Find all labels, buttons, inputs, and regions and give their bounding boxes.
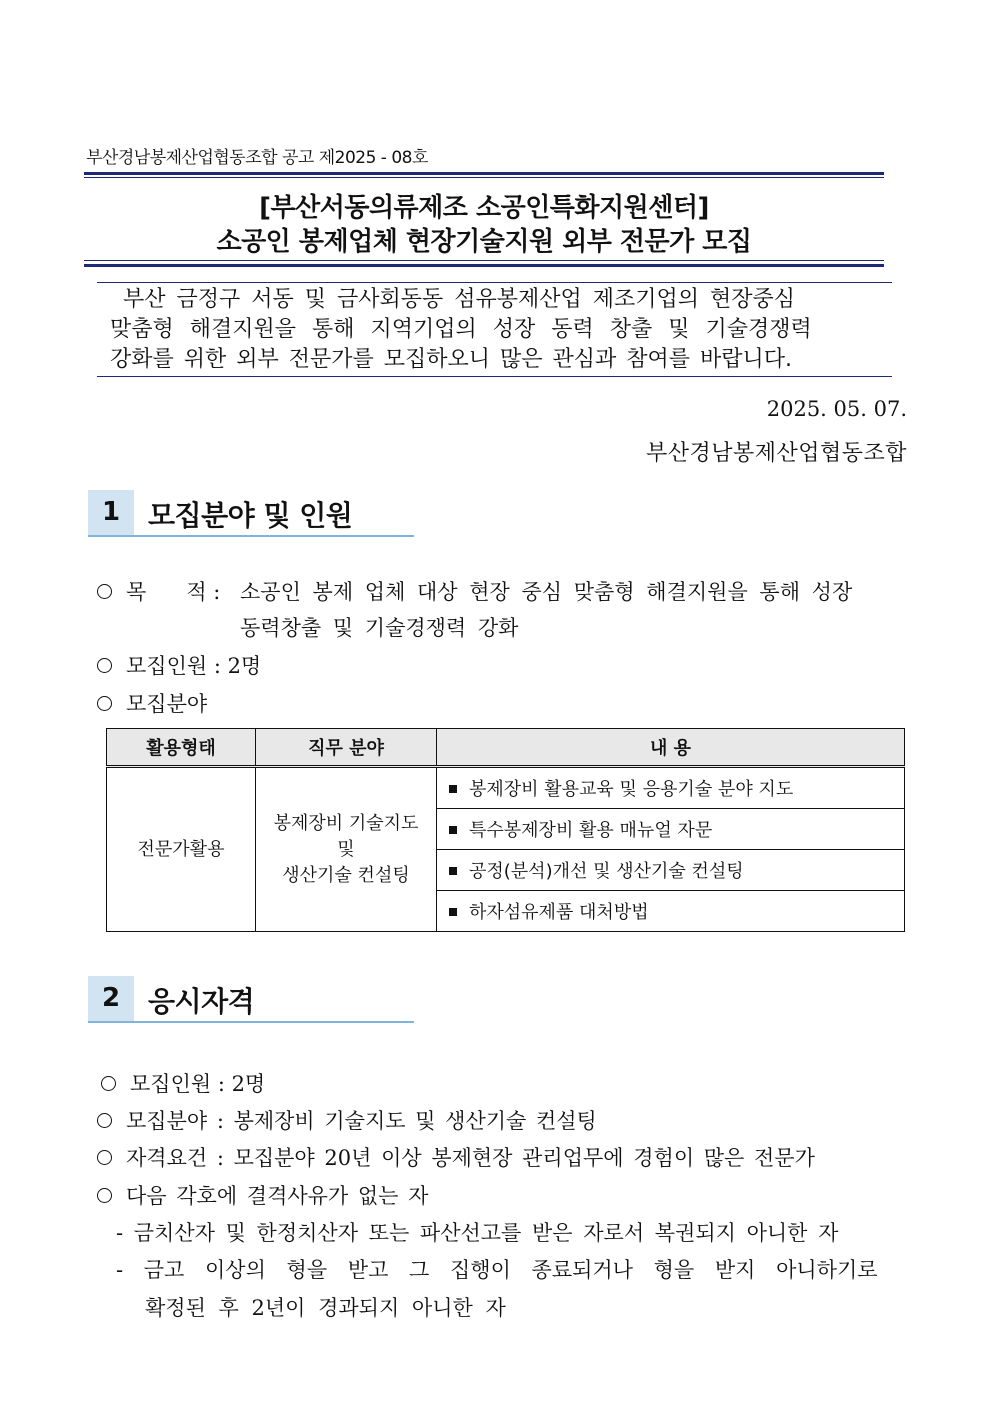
recruitment-field-table [106, 728, 905, 932]
qualification-text: 다음 각호에 결격사유가 없는 자 [126, 1184, 429, 1208]
title-line-1: [부산서동의류제조 소공인특화지원센터] [259, 193, 709, 223]
content-item [437, 891, 905, 932]
field-item [97, 688, 207, 718]
section-2-heading [88, 976, 414, 1023]
qualification-item [101, 1068, 265, 1098]
circle-bullet-icon [97, 584, 112, 599]
section-title: 모집분야 및 인원 [148, 499, 353, 532]
qualification-item [97, 1142, 815, 1172]
section-underline [88, 1021, 414, 1023]
content-item-text: 특수봉제장비 활용 매뉴얼 자문 [469, 820, 713, 841]
purpose-text-line-1: 소공인 봉제 업체 대상 현장 중심 맞춤형 해결지원을 통해 성장 [240, 580, 853, 604]
circle-bullet-icon [101, 1076, 116, 1091]
disqualification-item-2-line-1: - 금고 이상의 형을 받고 그 집행이 종료되거나 형을 받지 아니하기로 [116, 1258, 878, 1282]
square-bullet-icon [449, 908, 457, 916]
field-label: 모집분야 [126, 692, 208, 716]
qualification-text: 모집분야 : 봉제장비 기술지도 및 생산기술 컨설팅 [126, 1109, 597, 1133]
notice-number: 부산경남봉제산업협동조합 공고 제2025 - 08호 [86, 148, 428, 168]
purpose-label: 목 적 : [126, 580, 221, 604]
header-job-field: 직무 분야 [256, 729, 437, 767]
title-rule-top-thick [84, 172, 884, 175]
job-field-cell [256, 767, 437, 932]
title-line-2: 소공인 봉제업체 현장기술지원 외부 전문가 모집 [216, 227, 752, 257]
content-item [437, 809, 905, 850]
disqualification-item-1: - 금치산자 및 한정치산자 또는 파산선고를 받은 자로서 복권되지 아니한 자 [116, 1221, 839, 1245]
title-rule-bottom-thick [84, 264, 884, 267]
square-bullet-icon [449, 785, 457, 793]
purpose-item [97, 576, 220, 606]
title-rule-top-thin [84, 177, 884, 178]
circle-bullet-icon [97, 696, 112, 711]
job-field-line-2: 및 [337, 838, 355, 860]
purpose-text-line-2: 동력창출 및 기술경쟁력 강화 [240, 616, 519, 640]
job-field-line-1: 봉제장비 기술지도 [273, 812, 419, 834]
intro-line-2: 맞춤형 해결지원을 통해 지역기업의 성장 동력 창출 및 기술경쟁력 [110, 317, 812, 342]
notice-date: 2025. 05. 07. [766, 397, 907, 421]
section-number: 1 [88, 490, 134, 535]
headcount-text: 모집인원 : 2명 [126, 654, 262, 678]
content-item [437, 850, 905, 891]
qualification-item [97, 1105, 597, 1135]
intro-box [97, 282, 892, 377]
section-title: 응시자격 [148, 985, 255, 1018]
title-rule-bottom-thin [84, 260, 884, 261]
content-item-text: 공정(분석)개선 및 생산기술 컨설팅 [469, 861, 744, 882]
intro-line-3: 강화를 위한 외부 전문가를 모집하오니 많은 관심과 참여를 바랍니다. [110, 347, 792, 372]
circle-bullet-icon [97, 658, 112, 673]
header-content: 내 용 [437, 729, 905, 767]
qualification-text: 모집인원 : 2명 [130, 1072, 266, 1096]
organization-name: 부산경남봉제산업협동조합 [645, 441, 907, 466]
section-underline [88, 535, 414, 537]
square-bullet-icon [449, 826, 457, 834]
content-item [437, 767, 905, 809]
headcount-item [97, 650, 261, 680]
section-number: 2 [88, 976, 134, 1021]
table-row [107, 767, 905, 809]
intro-line-1: 부산 금정구 서동 및 금사회동동 섬유봉제산업 제조기업의 현장중심 [123, 287, 796, 312]
usage-type-cell: 전문가활용 [107, 767, 256, 932]
job-field-line-3: 생산기술 컨설팅 [282, 864, 410, 886]
circle-bullet-icon [97, 1113, 112, 1128]
circle-bullet-icon [97, 1188, 112, 1203]
qualification-text: 자격요건 : 모집분야 20년 이상 봉제현장 관리업무에 경험이 많은 전문가 [126, 1146, 815, 1170]
circle-bullet-icon [97, 1150, 112, 1165]
content-item-text: 하자섬유제품 대처방법 [469, 902, 649, 923]
header-usage-type: 활용형태 [107, 729, 256, 767]
square-bullet-icon [449, 867, 457, 875]
disqualification-item-2-line-2: 확정된 후 2년이 경과되지 아니한 자 [145, 1296, 506, 1320]
table-header-row [107, 729, 905, 767]
qualification-item [97, 1180, 428, 1210]
content-item-text: 봉제장비 활용교육 및 응용기술 분야 지도 [469, 779, 794, 800]
section-1-heading [88, 490, 414, 537]
